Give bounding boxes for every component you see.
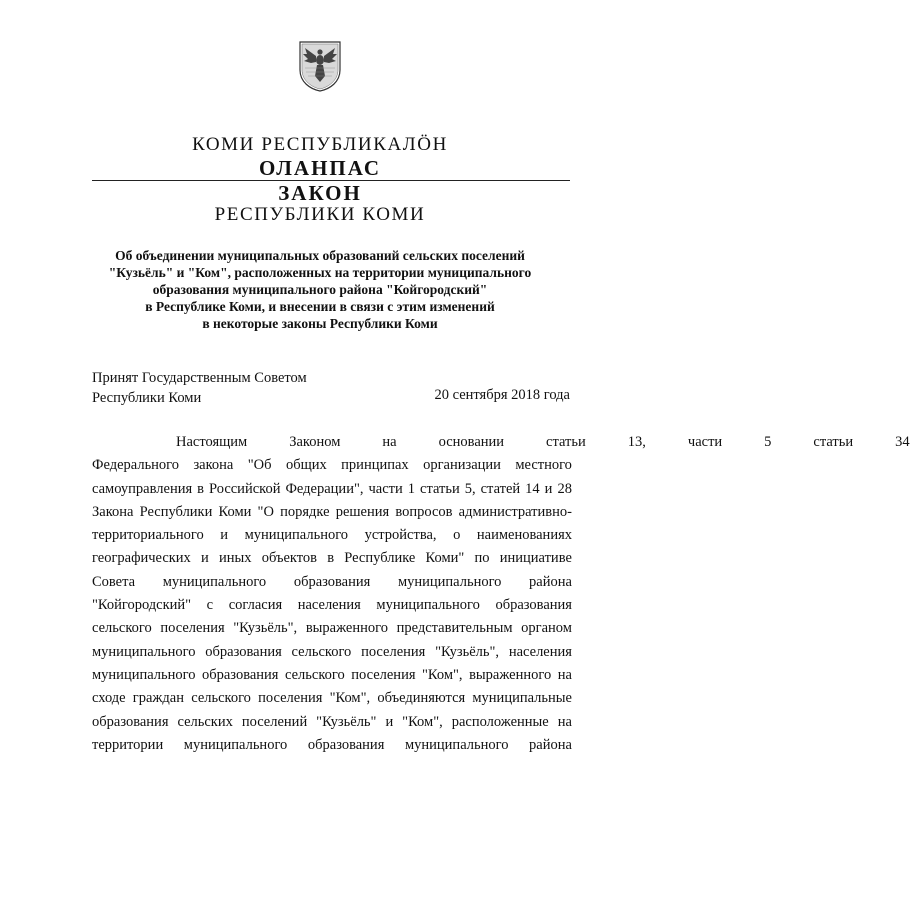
law-title-line: образования муниципального района "Койгородский" xyxy=(152,282,488,297)
law-title-line: "Кузьёль" и "Ком", расположенных на территории муниципального xyxy=(108,265,532,280)
law-title-line: в Республике Коми, и внесении в связи с этим изменений xyxy=(145,299,495,314)
komi-law-heading: ОЛАНПАС xyxy=(258,156,382,180)
body-line: муниципального образования сельского поселения "Кузьёль", населения xyxy=(92,643,572,660)
body-line: "Койгородский" с согласия населения муниципального образования xyxy=(92,597,572,614)
law-heading: ЗАКОН xyxy=(278,181,362,205)
body-line: Совета муниципального образования муниципального района xyxy=(92,573,572,590)
adoption-date: 20 сентября 2018 года xyxy=(434,387,570,403)
body-line: географических и иных объектов в Республике Коми" по инициативе xyxy=(92,550,572,567)
body-line: территории муниципального образования муниципального района xyxy=(92,736,572,753)
body-line: Настоящим Законом на основании статьи 13, части 5 статьи 34 xyxy=(176,434,910,450)
law-title xyxy=(80,247,560,332)
body-line: самоуправления в Российской Федерации", части 1 статьи 5, статей 14 и 28 xyxy=(92,480,572,497)
law-body-text xyxy=(92,431,910,757)
komi-republic-heading: КОМИ РЕСПУБЛИКАЛÖН xyxy=(192,134,448,155)
body-line: сельского поселения "Кузьёль", выраженного представительным органом xyxy=(92,620,572,637)
body-line: образования сельских поселений "Кузьёль" и "Ком", расположенные на xyxy=(92,713,572,730)
republic-heading: РЕСПУБЛИКИ КОМИ xyxy=(214,204,426,225)
body-line: Федерального закона "Об общих принципах организации местного xyxy=(92,457,572,474)
body-line: муниципального образования сельского поселения "Ком", выраженного на xyxy=(92,666,572,683)
coat-of-arms-icon xyxy=(297,40,343,92)
law-title-line: в некоторые законы Республики Коми xyxy=(202,316,438,331)
adoption-body-line: Принят Государственным Советом xyxy=(92,370,307,386)
body-line: сходе граждан сельского поселения "Ком", объединяются муниципальные xyxy=(92,690,572,707)
adoption-body-line: Республики Коми xyxy=(92,390,202,406)
adoption-note xyxy=(92,368,307,408)
body-line: Закона Республики Коми "О порядке решения вопросов административно- xyxy=(92,503,572,520)
body-line: территориального и муниципального устройства, о наименованиях xyxy=(92,527,572,544)
law-title-line: Об объединении муниципальных образований сельских поселений xyxy=(115,248,525,263)
